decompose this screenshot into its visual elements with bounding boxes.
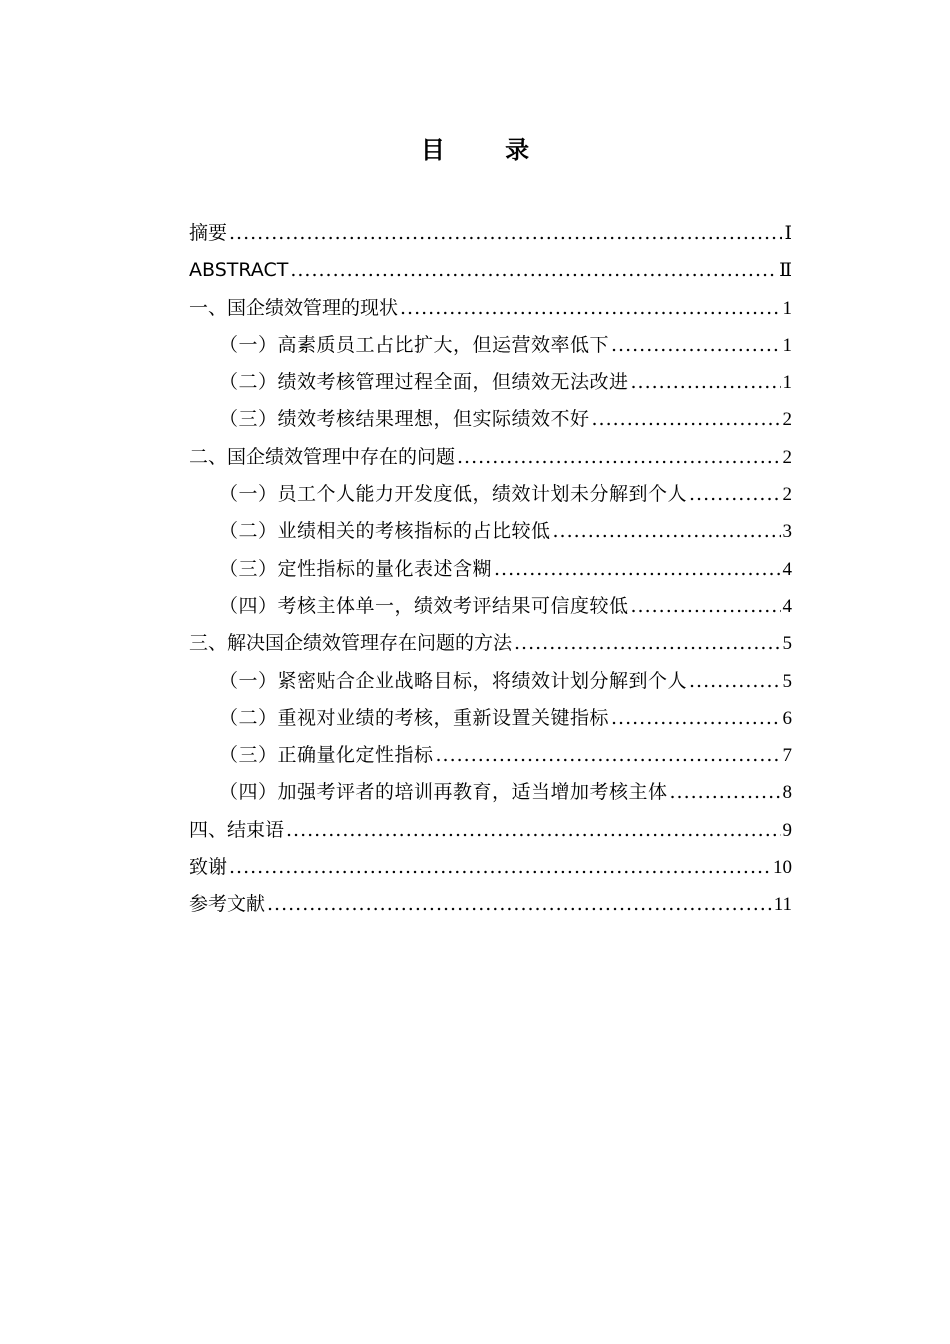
toc-entry-page: 10 [773,857,792,879]
toc-entry-label: （一）员工个人能力开发度低，绩效计划未分解到个人 [219,483,688,506]
toc-leader-dots [229,215,782,252]
toc-leader-dots [514,625,780,662]
toc-entry[interactable] [189,625,792,662]
toc-entry-page: 4 [782,595,792,617]
toc-entry[interactable] [189,439,792,476]
toc-entry-page: 4 [782,558,792,580]
toc-entry-label: 三、解决国企绩效管理存在问题的方法 [189,632,513,655]
toc-entry-label: 一、国企绩效管理的现状 [189,296,399,319]
toc-entry[interactable] [189,849,792,886]
toc-entry[interactable] [189,215,792,252]
toc-subentry[interactable] [189,401,792,438]
toc-entry-label: （一）紧密贴合企业战略目标，将绩效计划分解到个人 [219,669,688,692]
toc-entry-label: （四）加强考评者的培训再教育，适当增加考核主体 [219,781,668,804]
toc-entry-page: 2 [782,484,792,506]
toc-entry-label: （三）绩效考核结果理想，但实际绩效不好 [219,408,590,431]
toc-entry-page: 5 [782,670,792,692]
toc-entry-label: （二）绩效考核管理过程全面，但绩效无法改进 [219,371,629,394]
toc-entry-page: Ⅰ [784,223,792,244]
toc-entry-page: 5 [782,633,792,655]
toc-subentry[interactable] [189,700,792,737]
toc-entry-page: 11 [773,894,792,916]
toc-leader-dots [631,364,781,401]
toc-entry-page: 1 [782,334,792,356]
toc-leader-dots [286,812,780,849]
toc-leader-dots [689,663,780,700]
toc-entry-label: （四）考核主体单一，绩效考评结果可信度较低 [219,594,629,617]
toc-entry-page: 1 [782,372,792,394]
toc-leader-dots [400,290,780,327]
toc-entry-page: 9 [782,819,792,841]
toc-leader-dots [689,476,780,513]
toc-subentry[interactable] [189,551,792,588]
toc-entry-page: 8 [782,782,792,804]
toc-entry[interactable] [189,886,792,923]
toc-entry-label: 二、国企绩效管理中存在的问题 [189,445,456,468]
toc-entry-label: 致谢 [189,856,228,879]
toc-title: 目 录 [420,136,556,164]
toc-entry-label: ABSTRACT [189,259,289,282]
toc-entry[interactable] [189,252,792,289]
toc-leader-dots [290,252,777,289]
toc-subentry[interactable] [189,327,792,364]
toc-leader-dots [494,551,780,588]
toc-entry-label: 摘要 [189,222,228,244]
toc-entry-label: （三）正确量化定性指标 [219,744,434,767]
toc-entry-label: （一）高素质员工占比扩大，但运营效率低下 [219,333,610,356]
toc-entry-label: （二）重视对业绩的考核，重新设置关键指标 [219,706,610,729]
toc-entry-page: 6 [782,707,792,729]
toc-entry[interactable] [189,290,792,327]
toc-entry-label: （二）业绩相关的考核指标的占比较低 [219,520,551,543]
toc-entry[interactable] [189,812,792,849]
toc-leader-dots [611,700,780,737]
toc-entry-page: 3 [782,521,792,543]
toc-entry-label: （三）定性指标的量化表述含糊 [219,557,493,580]
toc-subentry[interactable] [189,737,792,774]
toc-subentry[interactable] [189,588,792,625]
table-of-contents [189,215,792,924]
toc-leader-dots [592,401,781,438]
toc-subentry[interactable] [189,774,792,811]
toc-subentry[interactable] [189,513,792,550]
toc-subentry[interactable] [189,364,792,401]
toc-entry-page: Ⅱ [779,260,792,282]
toc-entry-page: 7 [782,745,792,767]
toc-subentry[interactable] [189,663,792,700]
toc-leader-dots [267,886,772,923]
toc-entry-page: 1 [782,297,792,319]
toc-leader-dots [436,737,781,774]
toc-entry-page: 2 [782,409,792,431]
toc-leader-dots [631,588,781,625]
toc-entry-label: 参考文献 [189,893,266,916]
toc-leader-dots [611,327,780,364]
toc-entry-label: 四、结束语 [189,818,285,841]
toc-leader-dots [553,513,781,550]
toc-leader-dots [229,849,771,886]
toc-entry-page: 2 [782,446,792,468]
toc-leader-dots [670,774,781,811]
toc-leader-dots [457,439,780,476]
toc-subentry[interactable] [189,476,792,513]
